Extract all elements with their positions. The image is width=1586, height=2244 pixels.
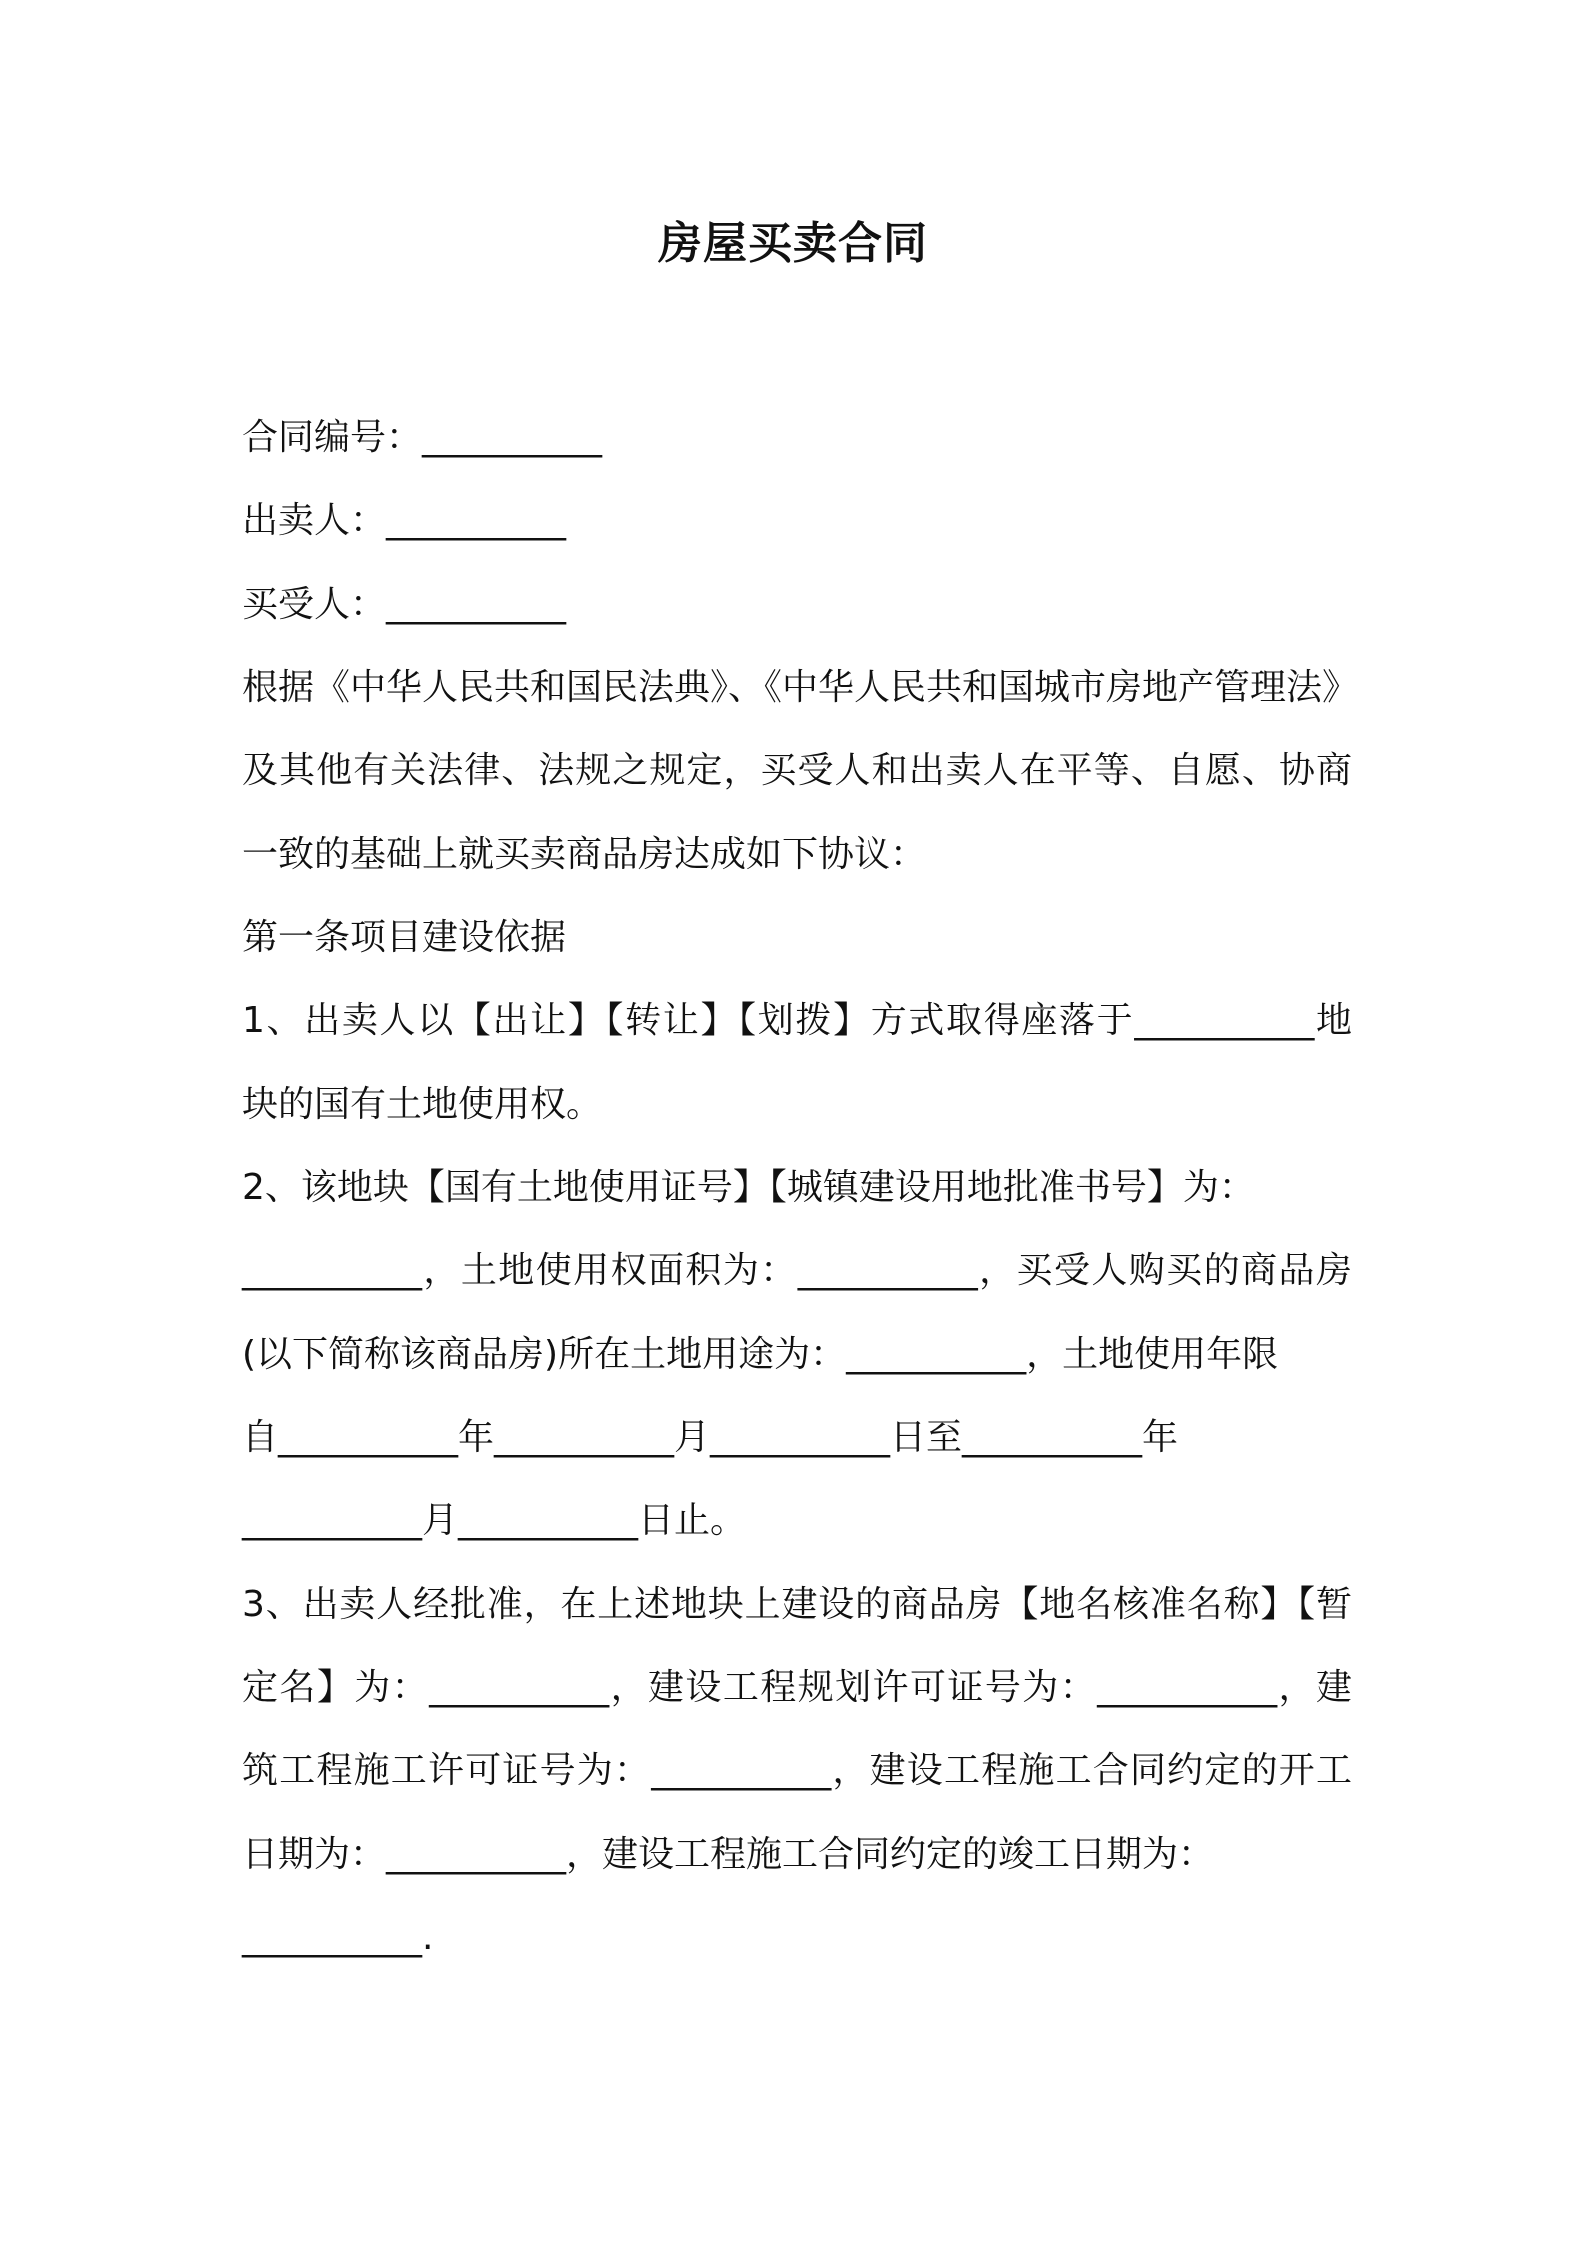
- document-title: 房屋买卖合同: [658, 218, 928, 269]
- article-1-heading: 第一条项目建设依据: [242, 917, 567, 958]
- buyer-line: 买受人：__________: [242, 584, 567, 625]
- seller-line: 出卖人：__________: [242, 500, 567, 541]
- clause-1-line-1: 1、出卖人以【出让】【转让】【划拨】方式取得座落于__________地: [242, 1000, 1352, 1041]
- clause-3-line-1: 3、出卖人经批准，在上述地块上建设的商品房【地名核准名称】【暂: [242, 1584, 1352, 1625]
- clause-2-line-4: 自__________年__________月__________日至__________年: [242, 1417, 1178, 1458]
- preamble-line-1: 根据《中华人民共和国民法典》、《中华人民共和国城市房地产管理法》: [242, 667, 1359, 708]
- clause-2-line-5: __________月__________日止。: [242, 1500, 747, 1541]
- clause-3-line-3: 筑工程施工许可证号为：__________，建设工程施工合同约定的开工: [242, 1750, 1352, 1791]
- preamble-line-3: 一致的基础上就买卖商品房达成如下协议：: [242, 834, 927, 875]
- clause-1-line-2: 块的国有土地使用权。: [242, 1084, 603, 1125]
- preamble-line-2: 及其他有关法律、法规之规定，买受人和出卖人在平等、自愿、协商: [242, 750, 1352, 791]
- clause-3-line-5: __________.: [242, 1917, 434, 1958]
- clause-2-line-1: 2、该地块【国有土地使用证号】【城镇建设用地批准书号】为：: [242, 1167, 1255, 1208]
- clause-2-line-2: __________，土地使用权面积为：__________，买受人购买的商品房: [242, 1250, 1352, 1291]
- clause-3-line-4: 日期为：__________，建设工程施工合同约定的竣工日期为：: [242, 1834, 1215, 1875]
- clause-3-line-2: 定名】为：__________，建设工程规划许可证号为：__________，建: [242, 1667, 1352, 1708]
- contract-number-line: 合同编号：__________: [242, 417, 603, 458]
- clause-2-line-3: (以下简称该商品房)所在土地用途为：__________，土地使用年限: [242, 1334, 1279, 1375]
